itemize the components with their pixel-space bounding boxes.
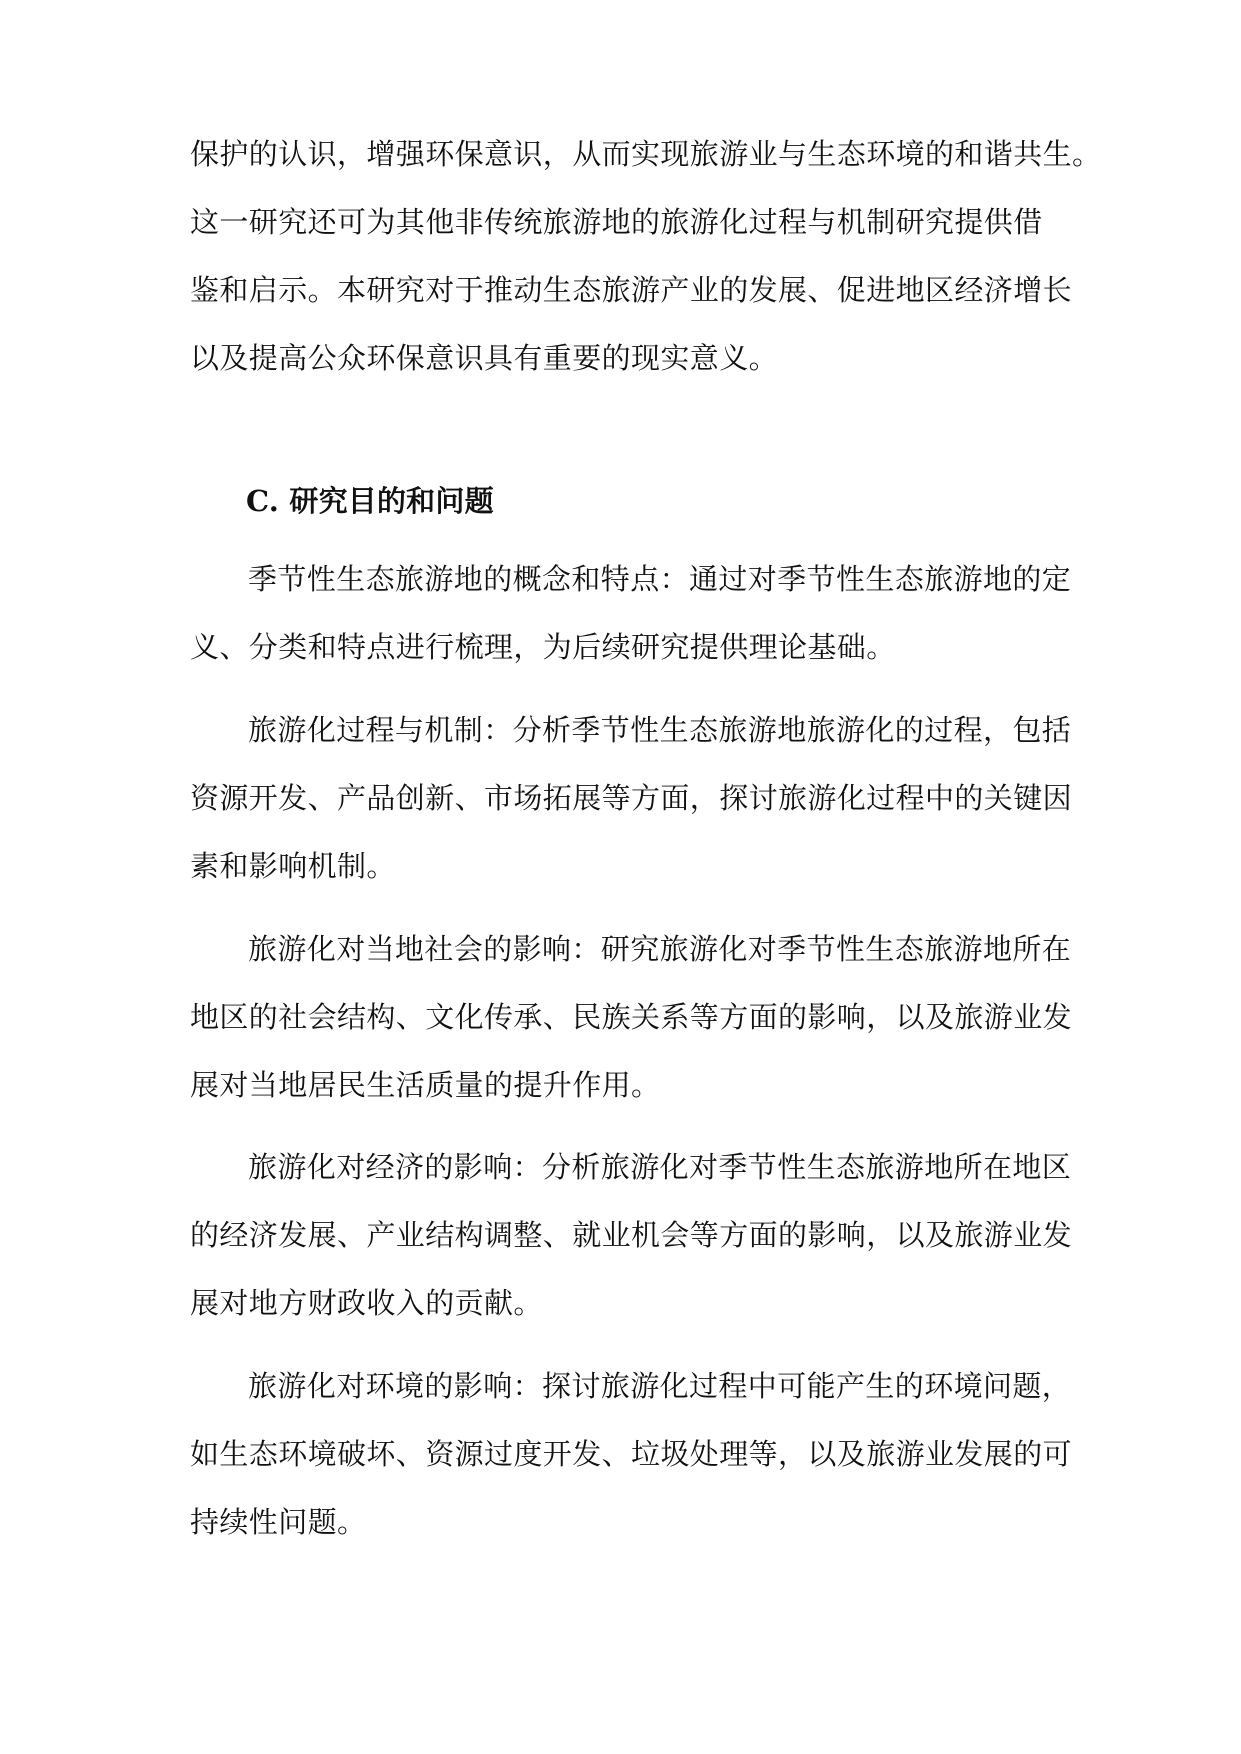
paragraph-line: 持续性问题。 [190, 1505, 367, 1539]
paragraph-line: 旅游化过程与机制：分析季节性生态旅游地旅游化的过程，包括 [248, 713, 1072, 747]
paragraph-line: 旅游化对当地社会的影响：研究旅游化对季节性生态旅游地所在 [248, 932, 1072, 966]
paragraph-line: 旅游化对环境的影响：探讨旅游化过程中可能产生的环境问题， [248, 1369, 1072, 1403]
intro-text-line: 鉴和启示。本研究对于推动生态旅游产业的发展、促进地区经济增长 [190, 273, 1073, 307]
paragraph-line: 展对当地居民生活质量的提升作用。 [190, 1068, 661, 1102]
intro-text-line: 这一研究还可为其他非传统旅游地的旅游化过程与机制研究提供借 [190, 205, 1043, 239]
paragraph-line: 地区的社会结构、文化传承、民族关系等方面的影响，以及旅游业发 [190, 1000, 1073, 1034]
paragraph-line: 素和影响机制。 [190, 849, 396, 883]
paragraph-line: 的经济发展、产业结构调整、就业机会等方面的影响，以及旅游业发 [190, 1218, 1073, 1252]
paragraph-line: 展对地方财政收入的贡献。 [190, 1286, 543, 1320]
paragraph-line: 旅游化对经济的影响：分析旅游化对季节性生态旅游地所在地区 [248, 1150, 1072, 1184]
paragraph-line: 义、分类和特点进行梳理，为后续研究提供理论基础。 [190, 630, 896, 664]
section-heading: C. 研究目的和问题 [246, 484, 494, 518]
intro-text-line: 以及提高公众环保意识具有重要的现实意义。 [190, 341, 779, 375]
paragraph-line: 资源开发、产品创新、市场拓展等方面，探讨旅游化过程中的关键因 [190, 781, 1073, 815]
paragraph-line: 季节性生态旅游地的概念和特点：通过对季节性生态旅游地的定 [248, 562, 1072, 596]
paragraph-line: 如生态环境破坏、资源过度开发、垃圾处理等，以及旅游业发展的可 [190, 1437, 1073, 1471]
intro-text-line: 保护的认识，增强环保意识，从而实现旅游业与生态环境的和谐共生。 [190, 137, 1102, 171]
